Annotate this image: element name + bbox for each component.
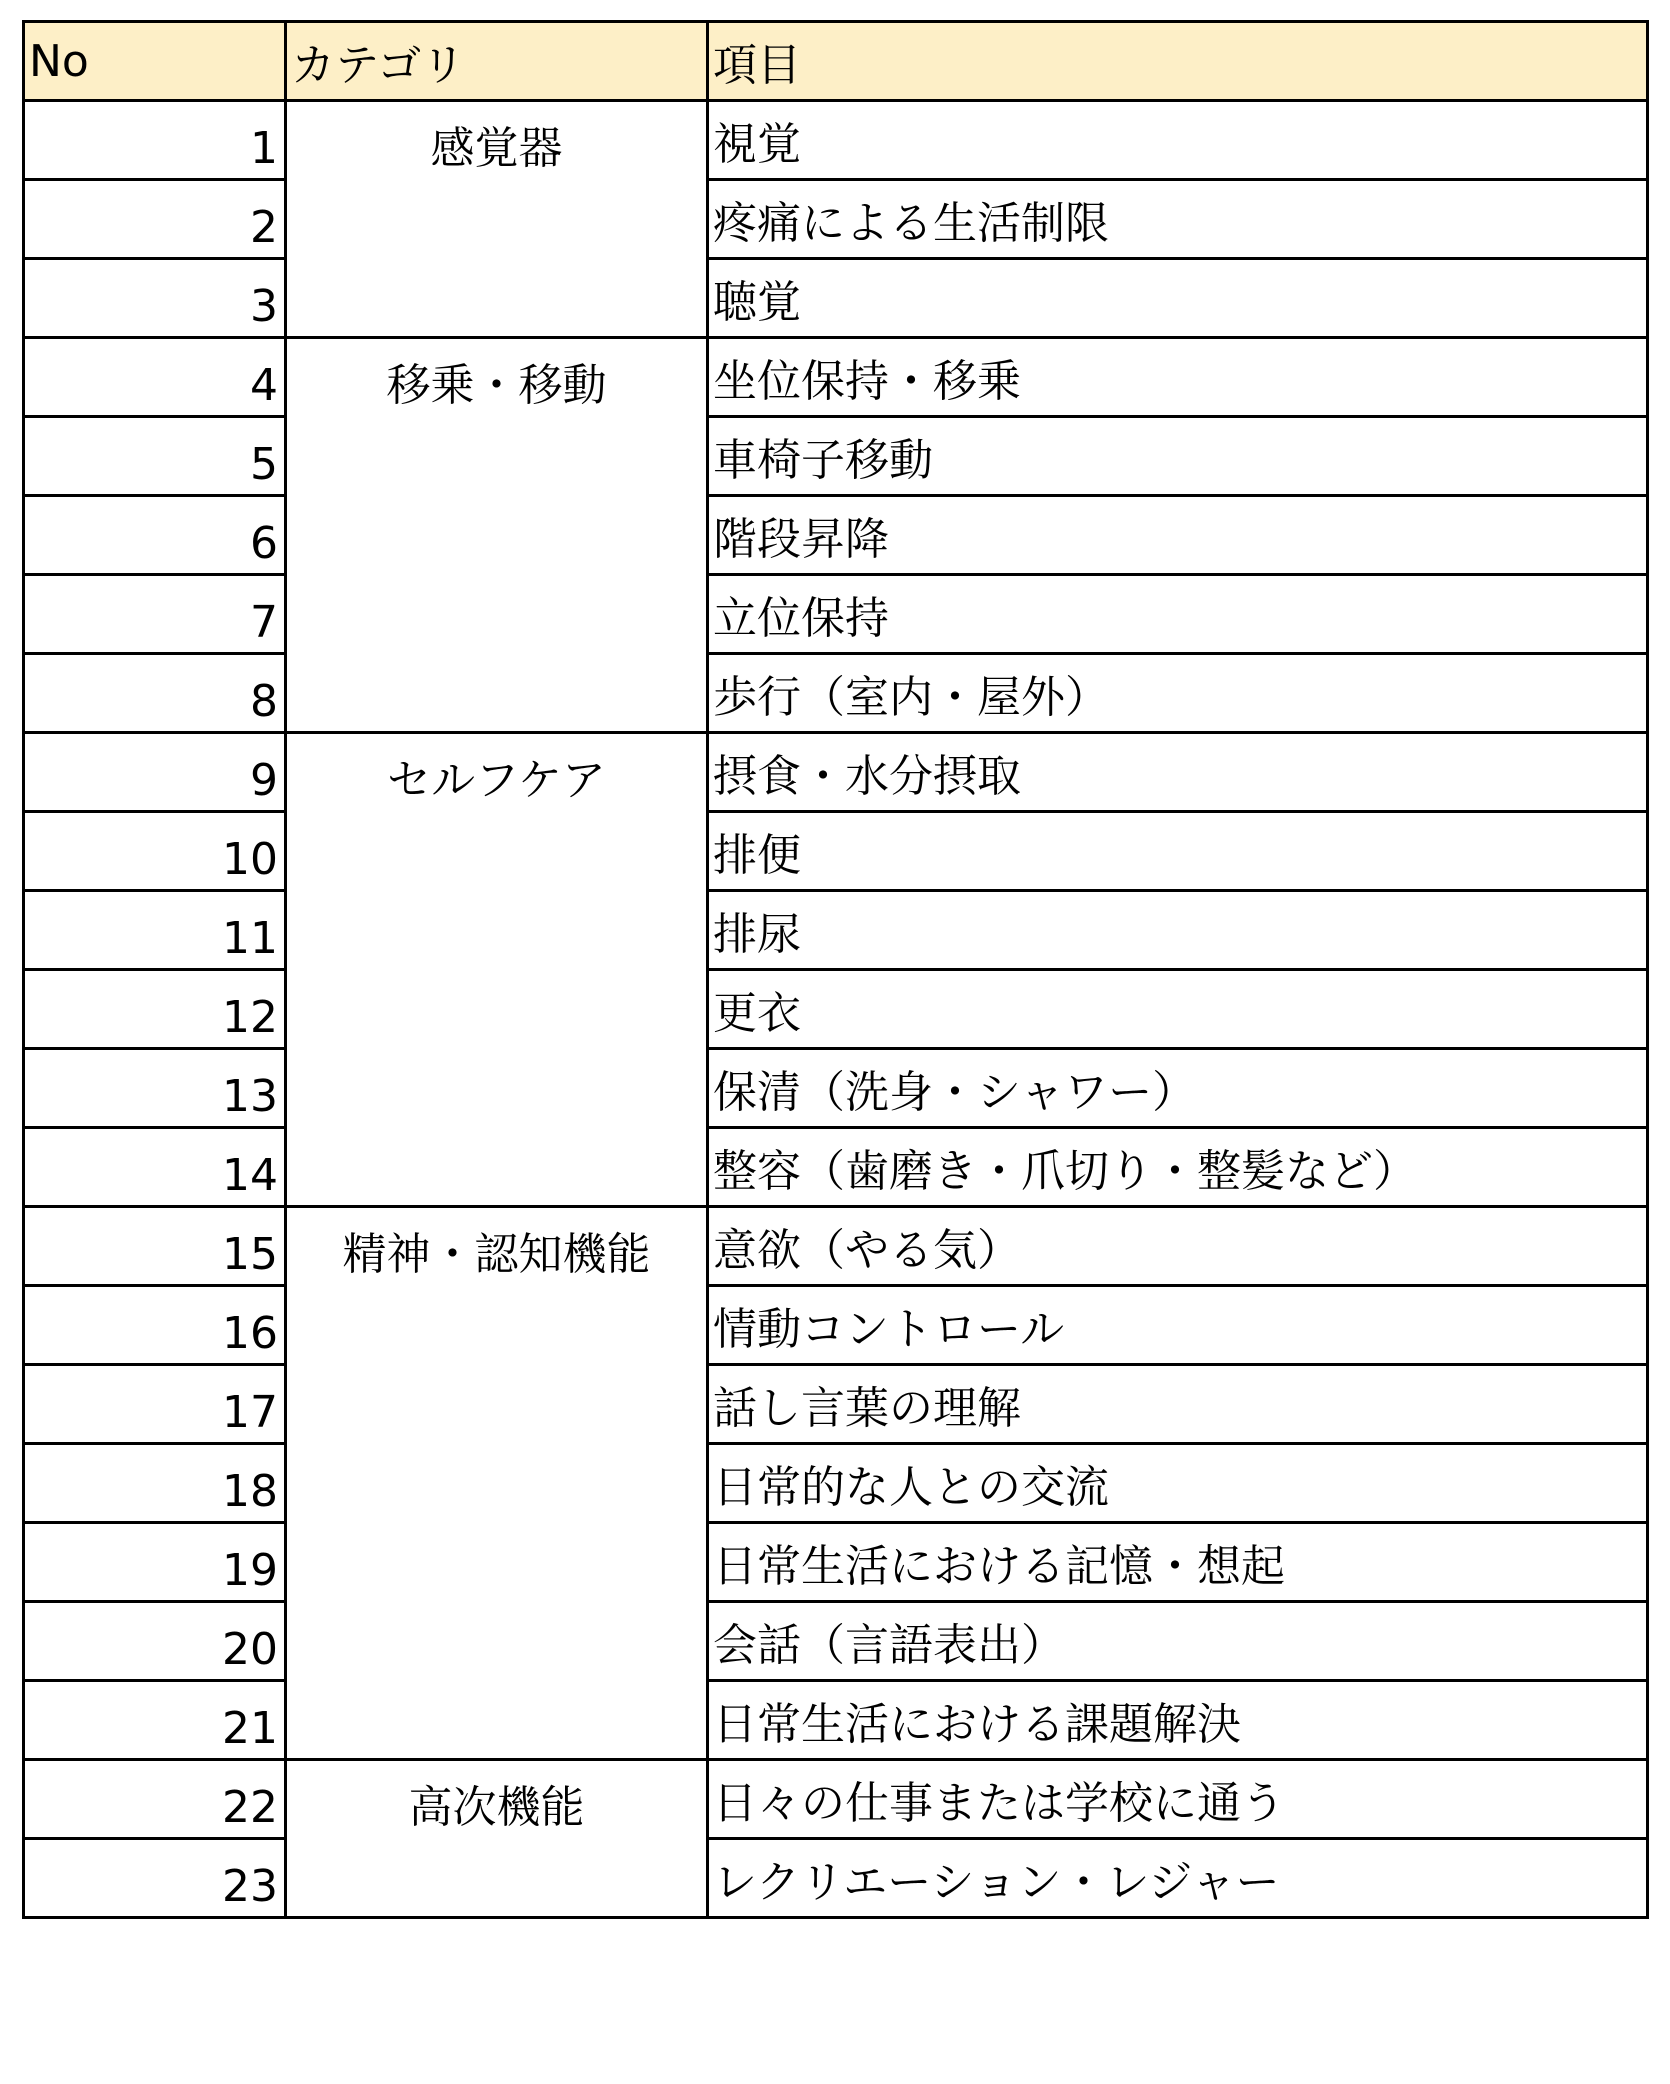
row-number: 17	[24, 1365, 286, 1444]
item-cell: 会話（言語表出）	[708, 1602, 1648, 1681]
item-cell: 坐位保持・移乗	[708, 338, 1648, 417]
table-row	[24, 417, 1648, 496]
table-row	[24, 812, 1648, 891]
table-row	[24, 1602, 1648, 1681]
row-number: 2	[24, 180, 286, 259]
item-cell: 摂食・水分摂取	[708, 733, 1648, 812]
row-number: 21	[24, 1681, 286, 1760]
item-cell: 排尿	[708, 891, 1648, 970]
item-cell: 整容（歯磨き・爪切り・整髪など）	[708, 1128, 1648, 1207]
table-row	[24, 1128, 1648, 1207]
item-cell: 聴覚	[708, 259, 1648, 338]
row-number: 3	[24, 259, 286, 338]
row-number: 23	[24, 1839, 286, 1918]
header-no: No	[24, 22, 286, 101]
row-number: 1	[24, 101, 286, 180]
table-row	[24, 1207, 1648, 1286]
table-body	[24, 101, 1648, 1918]
item-cell: 車椅子移動	[708, 417, 1648, 496]
row-number: 20	[24, 1602, 286, 1681]
table-row	[24, 496, 1648, 575]
table-row	[24, 1523, 1648, 1602]
row-number: 12	[24, 970, 286, 1049]
row-number: 4	[24, 338, 286, 417]
table-row	[24, 101, 1648, 180]
row-number: 15	[24, 1207, 286, 1286]
item-cell: 歩行（室内・屋外）	[708, 654, 1648, 733]
row-number: 16	[24, 1286, 286, 1365]
category-cell: 精神・認知機能	[286, 1207, 708, 1760]
item-cell: 更衣	[708, 970, 1648, 1049]
item-cell: 日々の仕事または学校に通う	[708, 1760, 1648, 1839]
row-number: 9	[24, 733, 286, 812]
table-row	[24, 654, 1648, 733]
item-cell: 視覚	[708, 101, 1648, 180]
table-row	[24, 1681, 1648, 1760]
item-cell: レクリエーション・レジャー	[708, 1839, 1648, 1918]
table-row	[24, 891, 1648, 970]
table-row	[24, 1286, 1648, 1365]
table-row	[24, 733, 1648, 812]
item-cell: 日常生活における記憶・想起	[708, 1523, 1648, 1602]
row-number: 13	[24, 1049, 286, 1128]
item-cell: 疼痛による生活制限	[708, 180, 1648, 259]
row-number: 11	[24, 891, 286, 970]
table-row	[24, 180, 1648, 259]
category-cell: セルフケア	[286, 733, 708, 1207]
table-row	[24, 1365, 1648, 1444]
row-number: 8	[24, 654, 286, 733]
header-row	[24, 22, 1648, 101]
table-row	[24, 259, 1648, 338]
row-number: 6	[24, 496, 286, 575]
row-number: 10	[24, 812, 286, 891]
row-number: 22	[24, 1760, 286, 1839]
table-row	[24, 1760, 1648, 1839]
table-row	[24, 1049, 1648, 1128]
table-row	[24, 338, 1648, 417]
header-category: カテゴリ	[286, 22, 708, 101]
item-cell: 日常生活における課題解決	[708, 1681, 1648, 1760]
table-row	[24, 1444, 1648, 1523]
row-number: 18	[24, 1444, 286, 1523]
table-row	[24, 1839, 1648, 1918]
header-item: 項目	[708, 22, 1648, 101]
item-cell: 保清（洗身・シャワー）	[708, 1049, 1648, 1128]
row-number: 19	[24, 1523, 286, 1602]
item-cell: 排便	[708, 812, 1648, 891]
table-row	[24, 575, 1648, 654]
category-cell: 高次機能	[286, 1760, 708, 1918]
table-row	[24, 970, 1648, 1049]
item-cell: 意欲（やる気）	[708, 1207, 1648, 1286]
row-number: 5	[24, 417, 286, 496]
item-cell: 階段昇降	[708, 496, 1648, 575]
item-cell: 立位保持	[708, 575, 1648, 654]
row-number: 14	[24, 1128, 286, 1207]
item-cell: 日常的な人との交流	[708, 1444, 1648, 1523]
row-number: 7	[24, 575, 286, 654]
assessment-table	[22, 20, 1649, 1919]
category-cell: 移乗・移動	[286, 338, 708, 733]
item-cell: 話し言葉の理解	[708, 1365, 1648, 1444]
item-cell: 情動コントロール	[708, 1286, 1648, 1365]
category-cell: 感覚器	[286, 101, 708, 338]
